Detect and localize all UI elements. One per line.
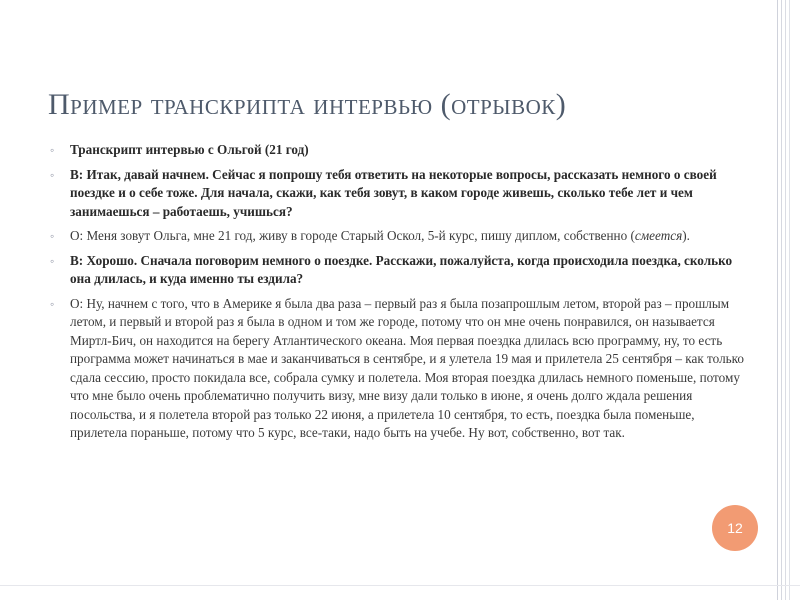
slide-title: Пример транскрипта интервью (отрывок)	[48, 88, 567, 121]
frame-line	[781, 0, 782, 600]
frame-line	[785, 0, 786, 600]
frame-line	[777, 0, 778, 600]
bullet-icon: ◦	[50, 296, 55, 311]
page-number-badge: 12	[712, 505, 758, 551]
paragraph-text: О: Меня зовут Ольга, мне 21 год, живу в городе Старый Оскол, 5-й курс, пишу диплом, собственно (	[70, 228, 635, 243]
slide-body	[48, 141, 748, 449]
bullet-icon: ◦	[50, 167, 55, 182]
paragraph-italic: смеется	[634, 228, 683, 243]
frame-line	[789, 0, 790, 600]
respondent-answer	[48, 295, 748, 443]
frame-line	[0, 585, 800, 586]
transcript-heading	[48, 141, 748, 160]
paragraph-text: Транскрипт интервью с Ольгой (21 год)	[70, 142, 309, 157]
interviewer-question	[48, 166, 748, 222]
bullet-icon: ◦	[50, 143, 55, 157]
bullet-icon: ◦	[50, 253, 55, 268]
paragraph-text: В: Итак, давай начнем. Сейчас я попрошу тебя ответить на некоторые вопросы, рассказать немного о своей поездке и о себе тоже. Для начала, скажи, как тебя зовут, в каком городе живешь, сколько тебе лет и чем занимаешься – работаешь, учишься?	[70, 166, 717, 219]
paragraph-text: В: Хорошо. Сначала поговорим немного о поездке. Расскажи, пожалуйста, когда происходила поездка, сколько она длилась, и куда именно ты ездила?	[70, 252, 733, 286]
respondent-answer	[48, 227, 748, 246]
bullet-icon: ◦	[50, 229, 55, 243]
paragraph-text: ).	[682, 228, 690, 243]
paragraph-text: О: Ну, начнем с того, что в Америке я была два раза – первый раз я была позапрошлым летом, второй раз – прошлым летом, и первый и второй раз я была в одном и том же городе, потому что он мне очень понравился, он называется Миртл-Бич, он находится на берегу Атлантического океана. Моя первая поездка длилась всю программу, ну, то есть программа может начинаться в мае и заканчиваться в сентябре, и я улетела 19 мая и прилетела 25 сентября – как только сдала сессию, просто покидала все, собрала сумку и полетела. Моя вторая поездка длилась немного поменьше, потому что мне было очень проблематично получить визу, мне визу дали только в июне, я очень долго ждала решения посольства, и я полетела второй раз только 22 июня, а прилетела 10 сентября, то есть, поездка была поменьше, прилетела пораньше, потому что 5 курс, все-таки, надо быть на учебе. Ну вот, собственно, вот так.	[70, 295, 744, 440]
interviewer-question	[48, 252, 748, 289]
